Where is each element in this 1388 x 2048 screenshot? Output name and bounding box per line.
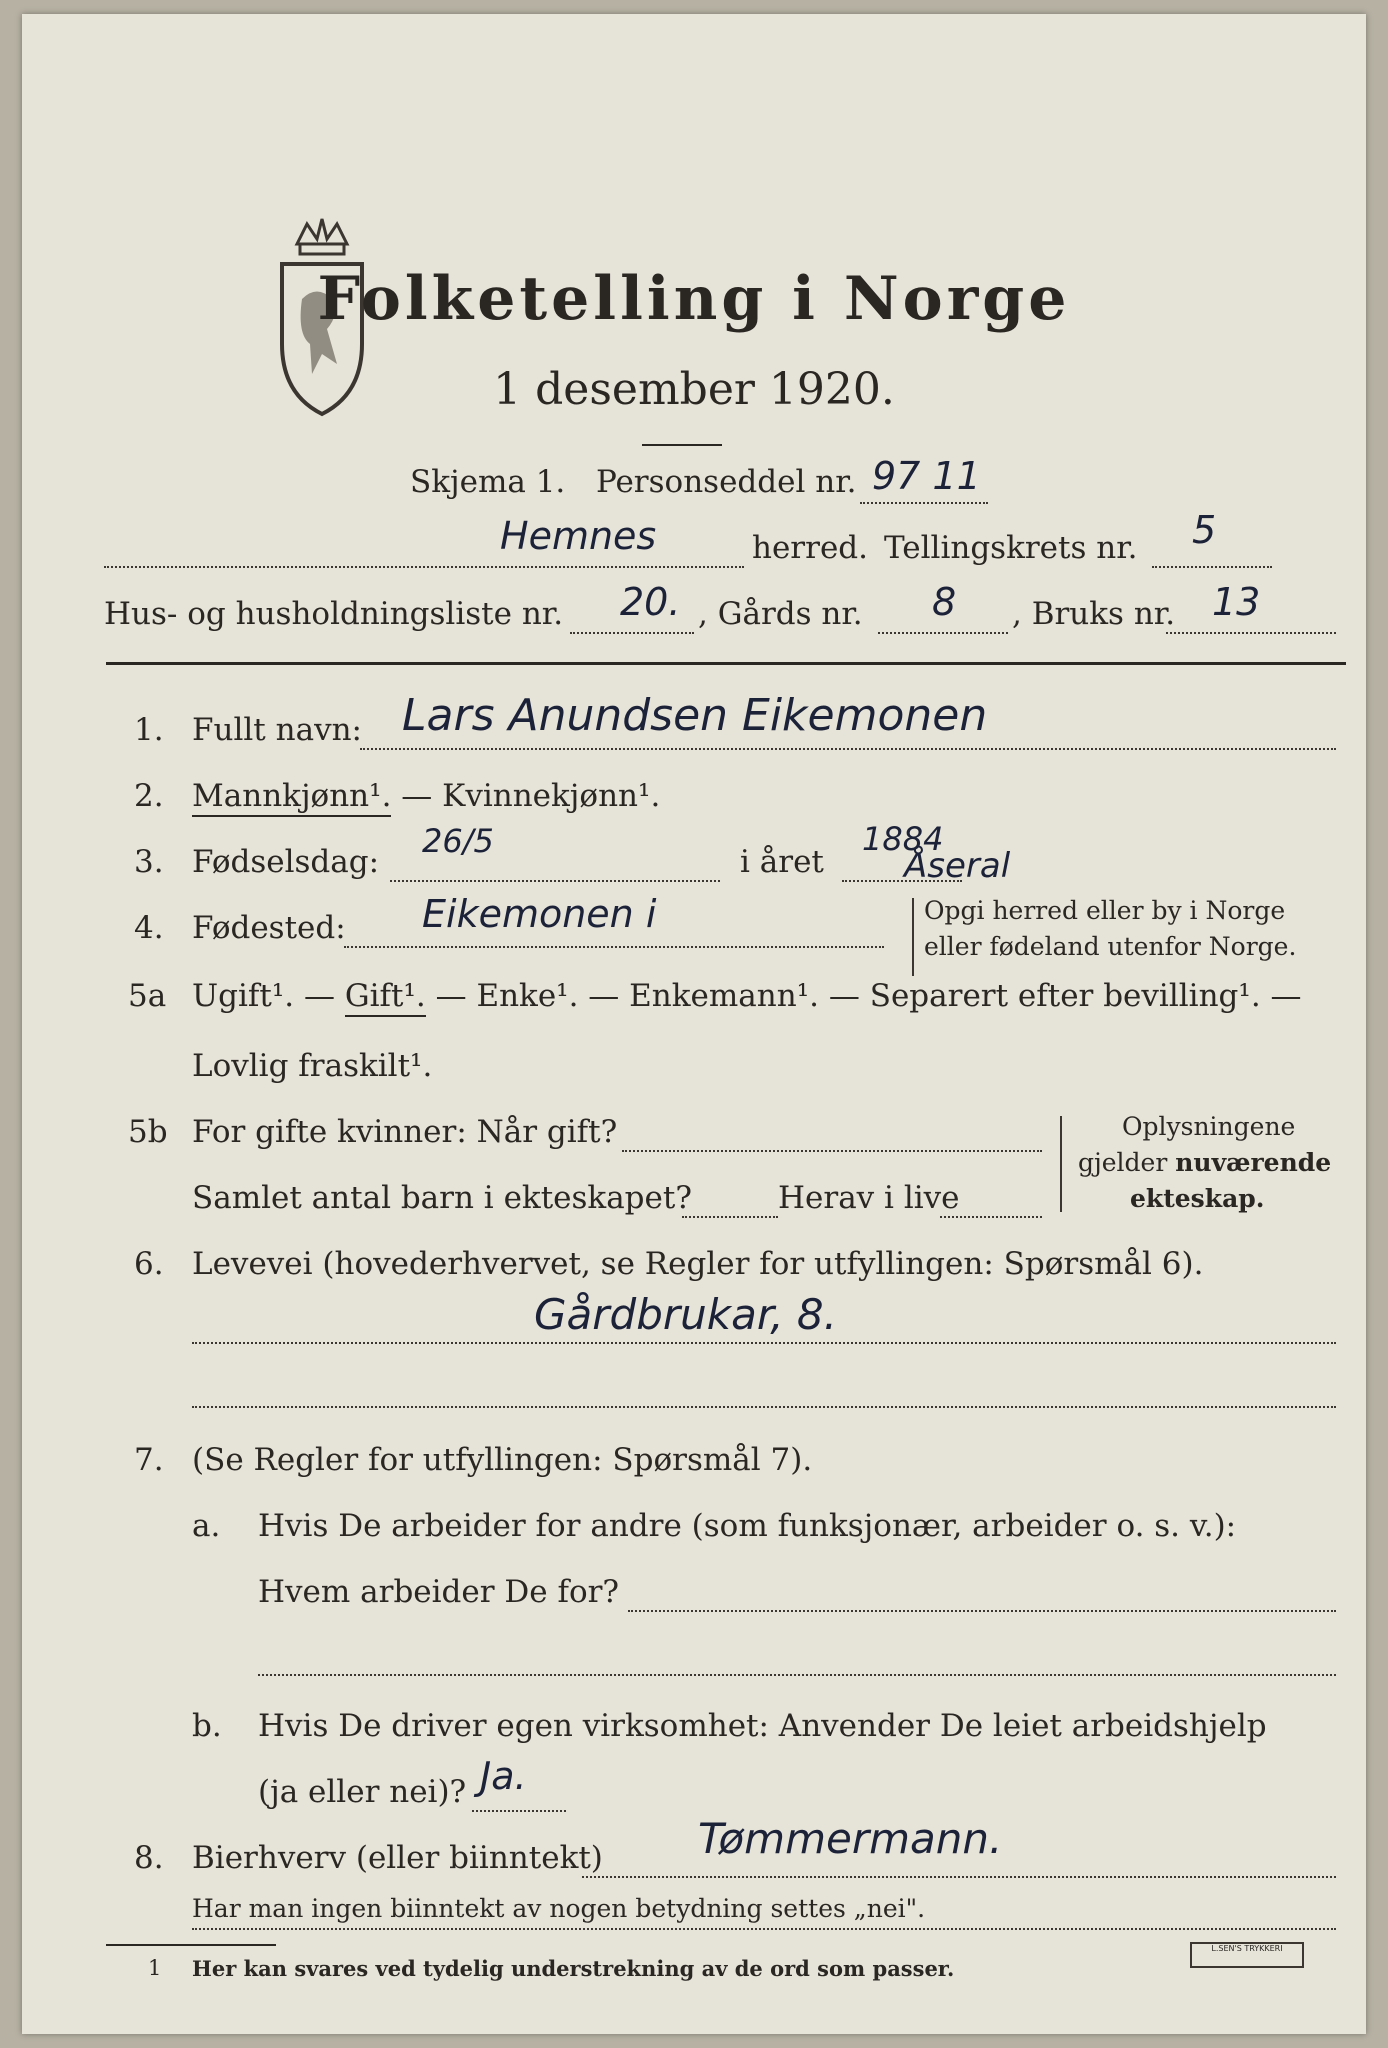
q7b-value: Ja. bbox=[480, 1754, 527, 1798]
q5a-gift[interactable]: Gift¹. bbox=[345, 978, 426, 1017]
q3-number: 3. bbox=[134, 844, 164, 880]
q4-field-line bbox=[344, 946, 884, 948]
form-date: 1 desember 1920. bbox=[493, 364, 895, 415]
q1-label: Fullt navn: bbox=[192, 712, 362, 748]
q5a-fraskilt[interactable]: Lovlig fraskilt¹. bbox=[192, 1048, 433, 1084]
q6-field-line bbox=[192, 1342, 1336, 1344]
tellingskrets-value: 5 bbox=[1192, 508, 1217, 552]
q5b-number: 5b bbox=[128, 1114, 168, 1150]
q4-label: Fødested: bbox=[192, 910, 346, 946]
q7-label: (Se Regler for utfyllingen: Spørsmål 7). bbox=[192, 1442, 813, 1478]
printer-stamp: L.SEN'S TRYKKERI bbox=[1190, 1942, 1304, 1968]
herred-value: Hemnes bbox=[500, 514, 657, 558]
hus-field-line bbox=[570, 632, 694, 634]
q1-number: 1. bbox=[134, 712, 164, 748]
q5b-married-field-line bbox=[622, 1150, 1042, 1152]
personseddel-label: Personseddel nr. bbox=[596, 464, 857, 500]
footnote-rule bbox=[106, 1944, 276, 1946]
q5b-label-2: Samlet antal barn i ekteskapet? bbox=[192, 1180, 692, 1216]
herred-field-line bbox=[104, 566, 744, 568]
q7a-label: Hvis De arbeider for andre (som funksjonær, arbeider o. s. v.): bbox=[258, 1508, 1237, 1544]
q3-year-value: 1884 bbox=[862, 820, 944, 858]
q6-value: Gårdbrukar, 8. bbox=[534, 1290, 838, 1339]
q2-options: Mannkjønn¹. — Kvinnekjønn¹. bbox=[192, 778, 660, 814]
q5a-ugift[interactable]: Ugift¹. bbox=[192, 978, 295, 1014]
footer-note: Har man ingen biinntekt av nogen betydning settes „nei". bbox=[192, 1894, 926, 1923]
q5b-label-1: For gifte kvinner: Når gift? bbox=[192, 1114, 618, 1150]
q2-number: 2. bbox=[134, 778, 164, 814]
q3-year-label: i året bbox=[740, 844, 824, 880]
q7a-field-line bbox=[628, 1610, 1336, 1612]
q4-value-2: Åseral bbox=[904, 846, 1011, 886]
footnote-text: Her kan svares ved tydelig understrekning av de ord som passer. bbox=[192, 1956, 955, 1981]
q3-label: Fødselsdag: bbox=[192, 844, 380, 880]
q5b-note-3: ekteskap. bbox=[1130, 1184, 1265, 1213]
q5a-enke[interactable]: Enke¹. bbox=[476, 978, 579, 1014]
herred-label: herred. bbox=[752, 530, 868, 566]
hus-label: Hus- og husholdningsliste nr. bbox=[104, 596, 564, 632]
gards-label: , Gårds nr. bbox=[698, 596, 863, 632]
q5b-note-1: Oplysningene bbox=[1122, 1112, 1296, 1141]
q5a-separert[interactable]: Separert efter bevilling¹. bbox=[869, 978, 1261, 1014]
q2-male-option[interactable]: Mannkjønn¹. bbox=[192, 778, 391, 817]
q8-value: Tømmermann. bbox=[698, 1814, 1003, 1863]
q8-number: 8. bbox=[134, 1840, 164, 1876]
q7b-letter: b. bbox=[192, 1708, 222, 1744]
q5b-children-field-line bbox=[682, 1216, 778, 1218]
q7a-label-2: Hvem arbeider De for? bbox=[258, 1574, 620, 1610]
q5b-brace bbox=[1060, 1116, 1062, 1212]
personseddel-field-line bbox=[860, 502, 988, 504]
q1-field-line bbox=[360, 748, 1336, 750]
bruks-value: 13 bbox=[1212, 580, 1261, 624]
q7a-letter: a. bbox=[192, 1508, 221, 1544]
q4-brace bbox=[912, 898, 914, 976]
footnote-mark: 1 bbox=[148, 1956, 162, 1980]
census-form bbox=[22, 14, 1366, 2034]
bruks-field-line bbox=[1166, 632, 1336, 634]
hus-value: 20. bbox=[620, 580, 681, 624]
q3-value: 26/5 bbox=[422, 822, 494, 860]
q5a-number: 5a bbox=[128, 978, 167, 1014]
gards-field-line bbox=[878, 632, 1008, 634]
personseddel-value: 97 11 bbox=[872, 454, 981, 498]
q4-note-1: Opgi herred eller by i Norge bbox=[924, 896, 1286, 925]
q1-value: Lars Anundsen Eikemonen bbox=[402, 690, 988, 741]
q5b-label-3: Herav i live bbox=[778, 1180, 960, 1216]
q8-label: Bierhverv (eller biinntekt) bbox=[192, 1840, 603, 1876]
header-rule bbox=[106, 662, 1346, 665]
q7b-field-line bbox=[472, 1810, 566, 1812]
skjema-label: Skjema 1. bbox=[410, 464, 566, 500]
q4-note-2: eller fødeland utenfor Norge. bbox=[924, 932, 1297, 961]
tellingskrets-field-line bbox=[1152, 566, 1272, 568]
q8-field-line bbox=[582, 1876, 1336, 1878]
q6-field-line-2 bbox=[192, 1406, 1336, 1408]
q6-label: Levevei (hovederhvervet, se Regler for utfyllingen: Spørsmål 6). bbox=[192, 1246, 1204, 1282]
q3-field-line bbox=[390, 880, 720, 882]
form-title: Folketelling i Norge bbox=[317, 264, 1071, 334]
q8-field-line-2 bbox=[192, 1928, 1336, 1930]
q5b-note-2: gjelder nuværende bbox=[1078, 1148, 1332, 1177]
q7b-label-2: (ja eller nei)? bbox=[258, 1774, 467, 1810]
q2-female-option[interactable]: Kvinnekjønn¹. bbox=[442, 778, 661, 814]
q5b-alive-field-line bbox=[940, 1216, 1042, 1218]
q4-number: 4. bbox=[134, 910, 164, 946]
q5a-enkemann[interactable]: Enkemann¹. bbox=[629, 978, 819, 1014]
q6-number: 6. bbox=[134, 1246, 164, 1282]
q7-number: 7. bbox=[134, 1442, 164, 1478]
tellingskrets-label: Tellingskrets nr. bbox=[884, 530, 1138, 566]
bruks-label: , Bruks nr. bbox=[1012, 596, 1176, 632]
gards-value: 8 bbox=[932, 580, 957, 624]
q4-value: Eikemonen i bbox=[422, 892, 657, 936]
q7a-field-line-2 bbox=[258, 1674, 1336, 1676]
q5a-options: Ugift¹. — Gift¹. — Enke¹. — Enkemann¹. — Separert efter bevilling¹. — bbox=[192, 978, 1302, 1014]
divider bbox=[642, 444, 722, 446]
q7b-label: Hvis De driver egen virksomhet: Anvender De leiet arbeidshjelp bbox=[258, 1708, 1267, 1744]
